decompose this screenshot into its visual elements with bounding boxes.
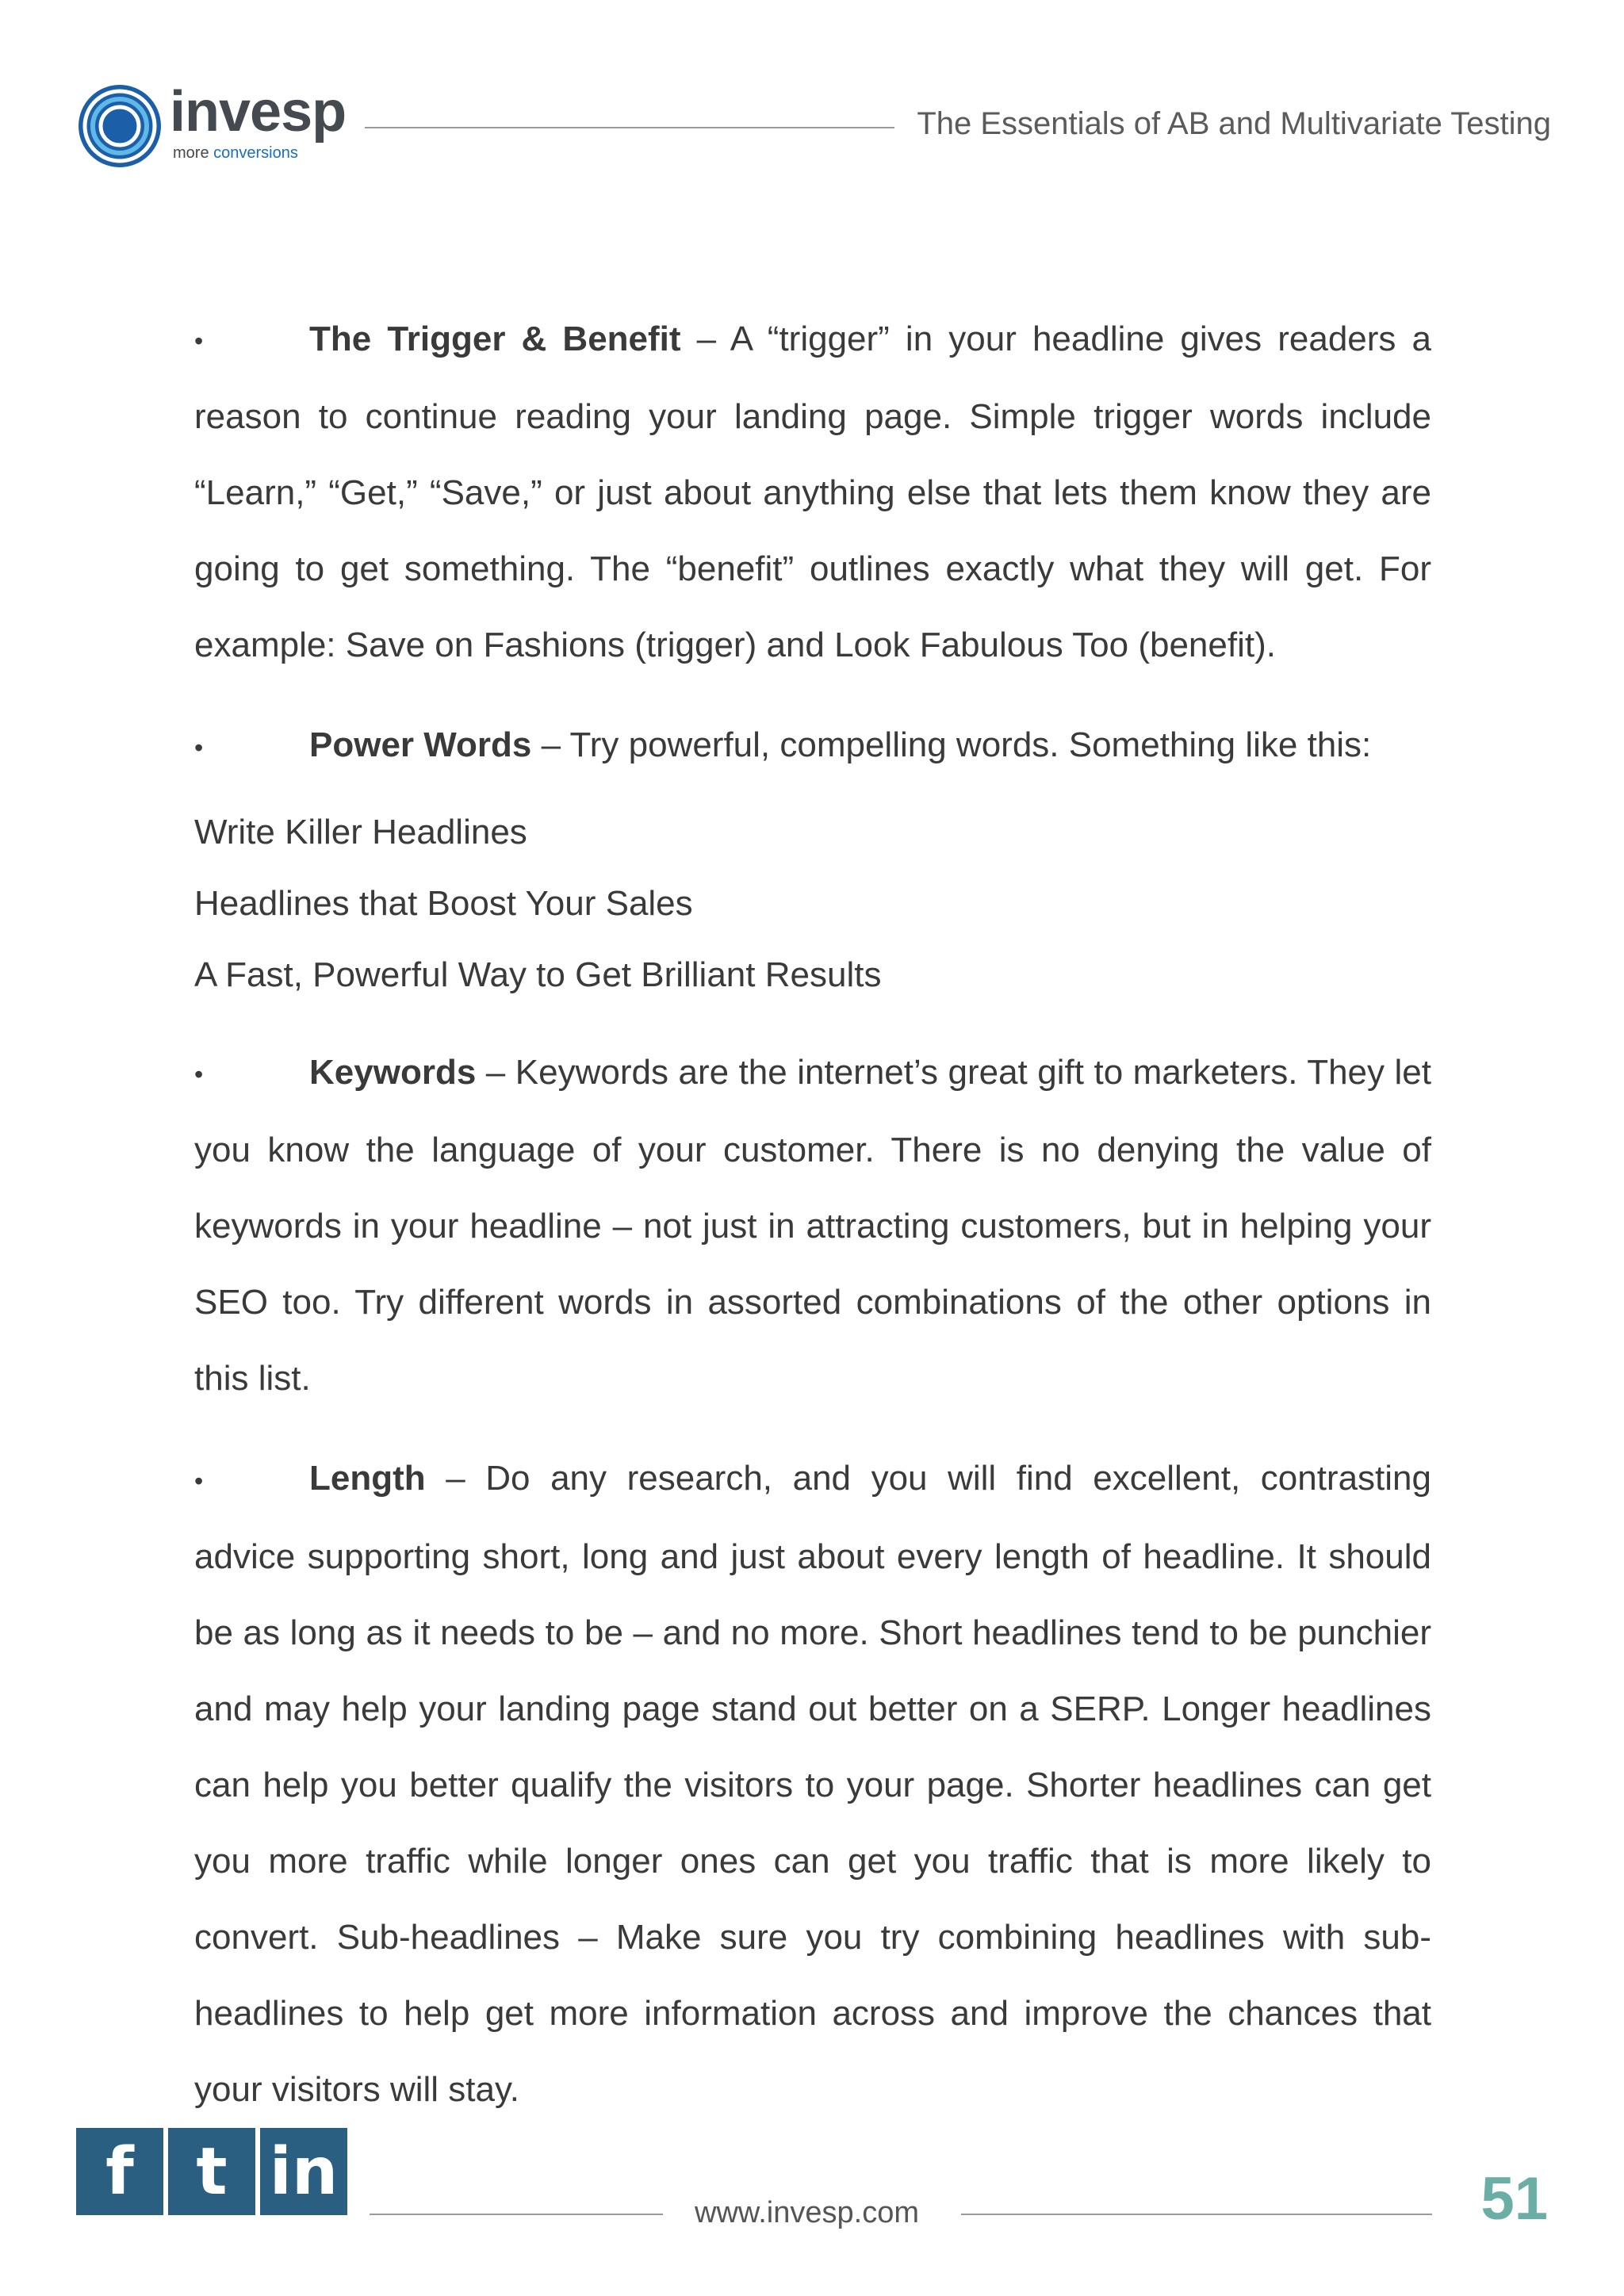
spacer (194, 1417, 1431, 1441)
bullet: • (194, 733, 204, 762)
page-footer (0, 2109, 1624, 2296)
logo-tagline-conversions: conversions (213, 144, 298, 162)
logo-tagline (173, 144, 298, 163)
page-content (194, 301, 1431, 2128)
facebook-icon[interactable]: f (76, 2128, 163, 2215)
spacer (194, 1011, 1431, 1035)
text-power-words: – Try powerful, compelling words. Something like this: (531, 725, 1372, 765)
page-number: 51 (1480, 2165, 1548, 2233)
term-power-words: Power Words (309, 725, 532, 765)
document-title: The Essentials of AB and Multivariate Testing (917, 106, 1551, 141)
list-item: A Fast, Powerful Way to Get Brilliant Results (194, 955, 882, 994)
social-links (76, 2128, 347, 2215)
logo-wordmark: invesp (170, 80, 347, 144)
term-length: Length (309, 1459, 426, 1498)
footer-divider-left (370, 2214, 663, 2215)
footer-divider-right (961, 2214, 1432, 2215)
paragraph-power-words (194, 707, 1431, 785)
invesp-logo[interactable] (76, 82, 346, 178)
list-item: Write Killer Headlines (194, 812, 527, 851)
spacer (194, 683, 1431, 707)
bullet: • (194, 1466, 204, 1495)
power-words-examples (194, 797, 1431, 1011)
text-keywords: – Keywords are the internet’s great gift to marketers. They let you know the language of your customer. There is no denying the value of keywords in your headline – not just in attracting customers, but in helping your SEO too. Try different words in assorted combinations of the other options in this list. (194, 1052, 1431, 1399)
logo-swirl-icon (76, 82, 163, 170)
paragraph-keywords (194, 1035, 1431, 1417)
paragraph-trigger-benefit (194, 301, 1431, 683)
bullet: • (194, 1060, 204, 1089)
text-trigger-benefit: – A “trigger” in your headline gives readers a reason to continue reading your landing page. Simple trigger words include “Learn,” “Get,” “Save,” or just about anything else that lets them know they are going to get something. The “benefit” outlines exactly what they will get. For example: Save on Fashions (trigger) and Look Fabulous Too (benefit). (194, 320, 1431, 665)
text-length: – Do any research, and you will find excellent, contrasting advice supporting short, long and just about every length of headline. It should be as long as it needs to be – and no more. Short headlines tend to be punchier and may help your landing page stand out better on a SERP. Longer headlines can help you better qualify the visitors to your page. Shorter headlines can get you more traffic while longer ones can get you traffic that is more likely to convert. Sub-headlines – Make sure you try combining headlines with sub-headlines to help get more information across and improve the chances that your visitors will stay. (194, 1459, 1431, 2109)
logo-tagline-more: more (173, 144, 209, 162)
term-trigger-benefit: The Trigger & Benefit (309, 320, 681, 358)
website-link[interactable]: www.invesp.com (695, 2196, 919, 2229)
twitter-icon[interactable]: t (168, 2128, 255, 2215)
page-header (0, 0, 1624, 206)
paragraph-length (194, 1441, 1431, 2127)
header-divider (365, 127, 894, 128)
linkedin-icon[interactable]: in (260, 2128, 347, 2215)
bullet: • (194, 327, 204, 356)
term-keywords: Keywords (309, 1052, 477, 1092)
list-item: Headlines that Boost Your Sales (194, 883, 693, 923)
